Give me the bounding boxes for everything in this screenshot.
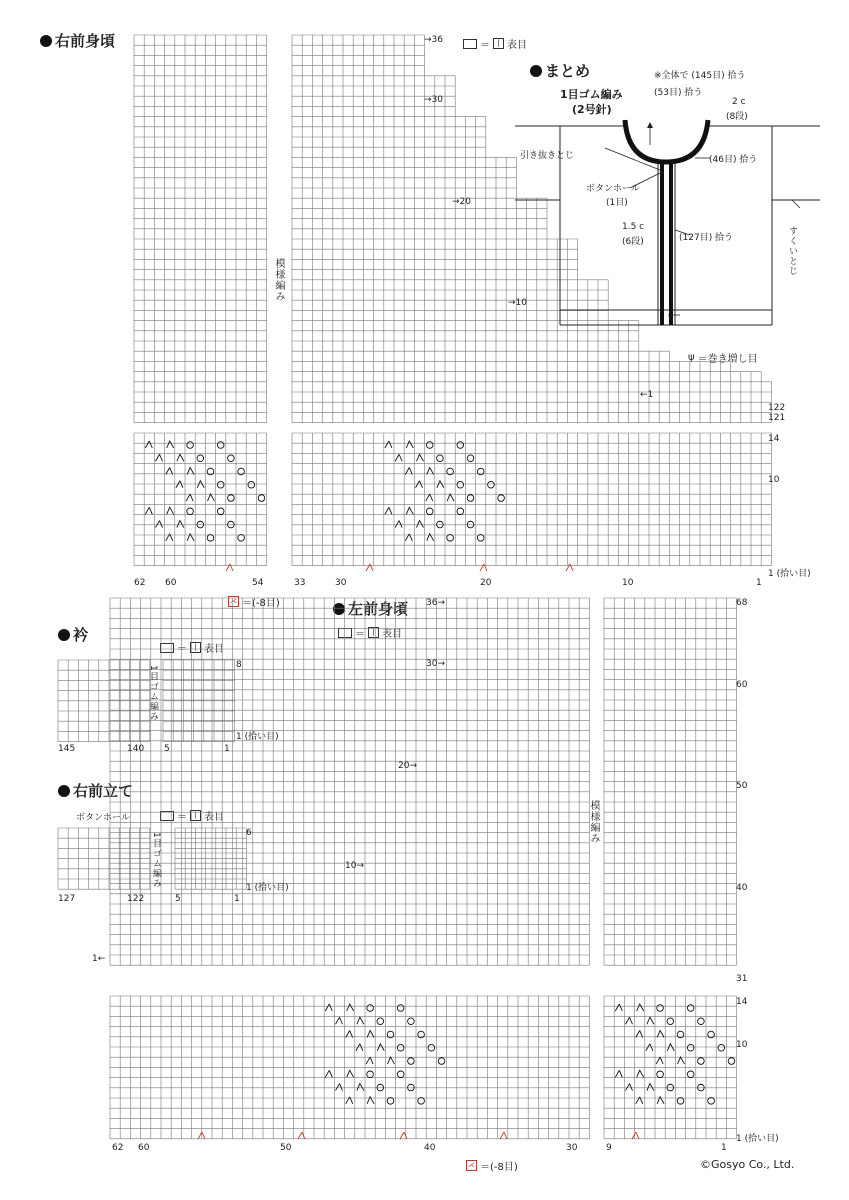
stitch-symbol	[647, 1017, 654, 1024]
lf-row-label: 20→	[398, 761, 417, 771]
stitch-symbol	[457, 508, 464, 515]
rf-row-label: ←1	[640, 390, 654, 400]
stitch-symbol	[406, 507, 413, 514]
rf-row-label: 1 (拾い目)	[768, 569, 811, 579]
fin-pick53: (53目) 拾う	[654, 88, 703, 98]
stitch-symbol	[385, 507, 392, 514]
stitch-symbol	[437, 455, 444, 462]
decrease-symbol-icon: ⋌	[468, 1161, 475, 1169]
right-front-title: 右前身頃	[55, 32, 116, 50]
stitch-symbol	[657, 1031, 664, 1038]
fin-h15c: 1.5 c	[622, 222, 645, 232]
stitch-symbol	[395, 454, 402, 461]
stitch-symbol	[217, 442, 224, 449]
knit-symbol-icon: |	[493, 38, 504, 49]
fin-pick46: (46目) 拾う	[709, 155, 758, 165]
lf-row-label: 68	[736, 598, 748, 608]
stitch-symbol	[325, 1070, 332, 1077]
band-buttonhole-label: ボタンホール	[76, 813, 130, 823]
collar-title: 衿	[73, 626, 89, 644]
stitch-symbol	[718, 1044, 725, 1051]
legend-knit-label: 表目	[204, 812, 224, 823]
front-band-right	[669, 160, 673, 325]
lf-col-label: 62	[112, 1143, 124, 1153]
decrease-symbol	[566, 564, 573, 571]
lf-row-label: 14	[736, 997, 748, 1007]
fin-pick127: (127目) 拾う	[679, 233, 734, 243]
stitch-symbol	[687, 1005, 694, 1012]
stitch-symbol	[207, 535, 214, 542]
stitch-symbol	[615, 1004, 622, 1011]
rf-col-label: 60	[165, 578, 177, 588]
stitch-symbol	[637, 1004, 644, 1011]
stitch-symbol	[636, 1031, 643, 1038]
stitch-symbol	[325, 1004, 332, 1011]
stitch-symbol	[166, 468, 173, 475]
lf-row-label: 60	[736, 680, 748, 690]
stitch-symbol	[156, 454, 163, 461]
collar-row-label: 8	[236, 660, 242, 670]
decrease-symbol	[500, 1132, 507, 1139]
finishing-title: まとめ	[545, 62, 591, 80]
front-band-left	[660, 160, 664, 325]
stitch-symbol	[197, 455, 204, 462]
stitch-symbol	[156, 521, 163, 528]
stitch-symbol	[687, 1071, 694, 1078]
collar-col-label: 5	[164, 744, 170, 754]
rf-col-label: 30	[335, 578, 347, 588]
stitch-symbol	[228, 455, 235, 462]
lf-col-label: 40	[424, 1143, 436, 1153]
stitch-symbol	[408, 1058, 415, 1065]
rf-row-label: 10	[768, 475, 780, 485]
stitch-symbol	[145, 507, 152, 514]
legend-knit-label: 表目	[507, 40, 527, 51]
stitch-symbol	[385, 441, 392, 448]
stitch-symbol	[388, 1057, 395, 1064]
leader-line	[792, 200, 800, 208]
stitch-symbol	[177, 454, 184, 461]
lf-row-label: 36→	[426, 598, 445, 608]
lf-col-label: 1	[721, 1143, 727, 1153]
lf-row-label: 10→	[345, 861, 364, 871]
stitch-symbol	[367, 1031, 374, 1038]
stitch-symbol	[626, 1017, 633, 1024]
neckband-inner	[633, 122, 700, 152]
cast-on-symbol-icon: ψ	[688, 352, 695, 363]
stitch-symbol	[347, 1004, 354, 1011]
fin-r6: (6段)	[622, 237, 644, 247]
decrease-symbol	[226, 564, 233, 571]
legend-knit-label: 表目	[204, 644, 224, 655]
band-col-label: 5	[175, 894, 181, 904]
left-pattern-label: 模様編み	[588, 800, 599, 844]
rf-row-label: →10	[508, 298, 527, 308]
stitch-symbol	[498, 495, 505, 502]
stitch-symbol	[208, 494, 215, 501]
stitch-symbol	[426, 494, 433, 501]
stitch-symbol	[637, 1070, 644, 1077]
rf-row-label: 122	[768, 403, 786, 413]
left-front-title: 左前身頃	[348, 600, 409, 618]
stitch-symbol	[187, 468, 194, 475]
stitch-symbol	[447, 494, 454, 501]
fin-r8: (8段)	[726, 112, 748, 122]
fin-buttonhole: ボタンホール	[586, 184, 640, 194]
stitch-symbol	[667, 1018, 674, 1025]
fin-one-st: (1目)	[606, 198, 628, 208]
rf-col-label: 54	[252, 578, 264, 588]
arrow-head-icon	[647, 122, 653, 128]
stitch-symbol	[387, 1098, 394, 1105]
stitch-symbol	[397, 1071, 404, 1078]
stitch-symbol	[357, 1017, 364, 1024]
lf-col-label: 50	[280, 1143, 292, 1153]
lf-col-label: 30	[566, 1143, 578, 1153]
right-pattern-label: 模様編み	[273, 258, 284, 302]
lf-col-label: 60	[138, 1143, 150, 1153]
lf-row-label: 31	[736, 974, 748, 984]
stitch-symbol	[405, 468, 412, 475]
collar-row-label: 1 (拾い目)	[236, 732, 279, 742]
stitch-symbol	[438, 1058, 445, 1065]
decrease-symbol	[632, 1132, 639, 1139]
stitch-symbol	[258, 495, 265, 502]
decrease-symbol-icon: ⋌	[230, 597, 237, 605]
fin-needle: (2号針)	[572, 103, 612, 116]
collar-rib-label: 1目ゴム編み	[148, 665, 158, 722]
stitch-symbol	[187, 508, 194, 515]
stitch-symbol	[367, 1005, 374, 1012]
band-col-label: 127	[58, 894, 76, 904]
stitch-symbol	[467, 455, 474, 462]
rf-col-label: 10	[622, 578, 634, 588]
stitch-symbol	[417, 454, 424, 461]
knit-symbol-icon: |	[190, 642, 201, 653]
fin-seam1: 引き抜きとじ	[520, 151, 575, 161]
stitch-symbol	[426, 508, 433, 515]
lf-row-label: 40	[736, 883, 748, 893]
legend-cast-on-label: ＝巻き増し目	[697, 354, 758, 365]
rf-row-label: 121	[768, 413, 786, 423]
stitch-symbol	[238, 535, 245, 542]
band-col-label: 1	[234, 894, 240, 904]
stitch-symbol	[626, 1084, 633, 1091]
stitch-symbol	[417, 521, 424, 528]
rf-row-label: →20	[452, 197, 471, 207]
band-row-label: 6	[246, 828, 252, 838]
collar-col-label: 1	[224, 744, 230, 754]
stitch-symbol	[347, 1070, 354, 1077]
stitch-symbol	[187, 442, 194, 449]
stitch-symbol	[145, 441, 152, 448]
fin-seam2: すくいとじ	[787, 226, 797, 276]
copyright: ©Gosyo Co., Ltd.	[700, 1158, 795, 1171]
lf-col-label: 9	[606, 1143, 612, 1153]
stitch-symbol	[357, 1084, 364, 1091]
stitch-symbol	[248, 481, 255, 488]
band-col-label: 122	[127, 894, 145, 904]
legend-knit-collar: ＝ | 表目	[160, 640, 224, 655]
fin-rib: 1目ゴム編み	[560, 88, 623, 101]
rf-col-label: 62	[134, 578, 146, 588]
stitch-symbol	[657, 1071, 664, 1078]
legend-knit-label: 表目	[382, 629, 402, 640]
finishing-diagram	[510, 100, 830, 350]
stitch-symbol	[647, 1084, 654, 1091]
neckband	[625, 120, 708, 162]
stitch-symbol	[687, 1044, 694, 1051]
stitch-symbol	[167, 441, 174, 448]
legend-decrease-label: ＝(-8目)	[242, 598, 280, 609]
lf-row-label: 30→	[426, 659, 445, 669]
stitch-symbol	[615, 1070, 622, 1077]
stitch-symbol	[217, 508, 224, 515]
stitch-symbol	[167, 507, 174, 514]
stitch-symbol	[397, 1005, 404, 1012]
stitch-symbol	[678, 1057, 685, 1064]
lf-row-label: 50	[736, 781, 748, 791]
rf-row-label: 14	[768, 434, 780, 444]
stitch-symbol	[397, 1044, 404, 1051]
right-band-title: 右前立て	[73, 782, 134, 800]
stitch-symbol	[656, 1057, 663, 1064]
stitch-symbol	[346, 1031, 353, 1038]
stitch-symbol	[657, 1005, 664, 1012]
stitch-symbol	[426, 442, 433, 449]
decrease-symbol	[366, 564, 373, 571]
legend-knit-band: ＝ | 表目	[160, 808, 224, 823]
stitch-symbol	[677, 1098, 684, 1105]
stitch-symbol	[708, 1098, 715, 1105]
lf-row-label: 1 (拾い目)	[736, 1134, 779, 1144]
stitch-symbol	[428, 1044, 435, 1051]
stitch-symbol	[447, 535, 454, 542]
stitch-symbol	[698, 1018, 705, 1025]
stitch-symbol	[477, 535, 484, 542]
stitch-symbol	[377, 1018, 384, 1025]
stitch-symbol	[366, 1057, 373, 1064]
fin-h2c: 2 c	[732, 97, 746, 107]
rf-row-label: →30	[424, 95, 443, 105]
collar-col-label: 140	[127, 744, 145, 754]
knit-symbol-icon: |	[190, 810, 201, 821]
stitch-symbol	[336, 1017, 343, 1024]
legend-knit-top: ＝ | 表目	[463, 36, 527, 51]
band-row-label: 1 (拾い目)	[246, 883, 289, 893]
stitch-symbol	[427, 468, 434, 475]
stitch-symbol	[406, 441, 413, 448]
stitch-symbol	[698, 1058, 705, 1065]
stitch-symbol	[395, 521, 402, 528]
stitch-symbol	[418, 1098, 425, 1105]
stitch-symbol	[228, 495, 235, 502]
rf-col-label: 33	[294, 578, 306, 588]
legend-decrease-label: ＝(-8目)	[480, 1162, 518, 1173]
rf-row-label: →36	[424, 35, 443, 45]
stitch-symbol	[177, 521, 184, 528]
collar-col-label: 145	[58, 744, 76, 754]
stitch-symbol	[467, 495, 474, 502]
knit-symbol-icon: |	[368, 627, 379, 638]
fin-note-total: ※全体で (145目) 拾う	[654, 71, 746, 81]
stitch-symbol	[186, 494, 193, 501]
legend-knit-left: ＝ | 表目	[338, 625, 402, 640]
lf-row-label: 1←	[92, 954, 106, 964]
stitch-symbol	[457, 481, 464, 488]
band-rib-label: 1目ゴム編み	[151, 832, 161, 889]
stitch-symbol	[728, 1058, 735, 1065]
lf-row-label: 10	[736, 1040, 748, 1050]
stitch-symbol	[217, 481, 224, 488]
stitch-symbol	[457, 442, 464, 449]
stitch-symbol	[336, 1084, 343, 1091]
rf-col-label: 20	[480, 578, 492, 588]
stitch-symbol	[488, 481, 495, 488]
stitch-symbol	[408, 1018, 415, 1025]
stitch-symbol	[367, 1071, 374, 1078]
rf-col-label: 1	[756, 578, 762, 588]
